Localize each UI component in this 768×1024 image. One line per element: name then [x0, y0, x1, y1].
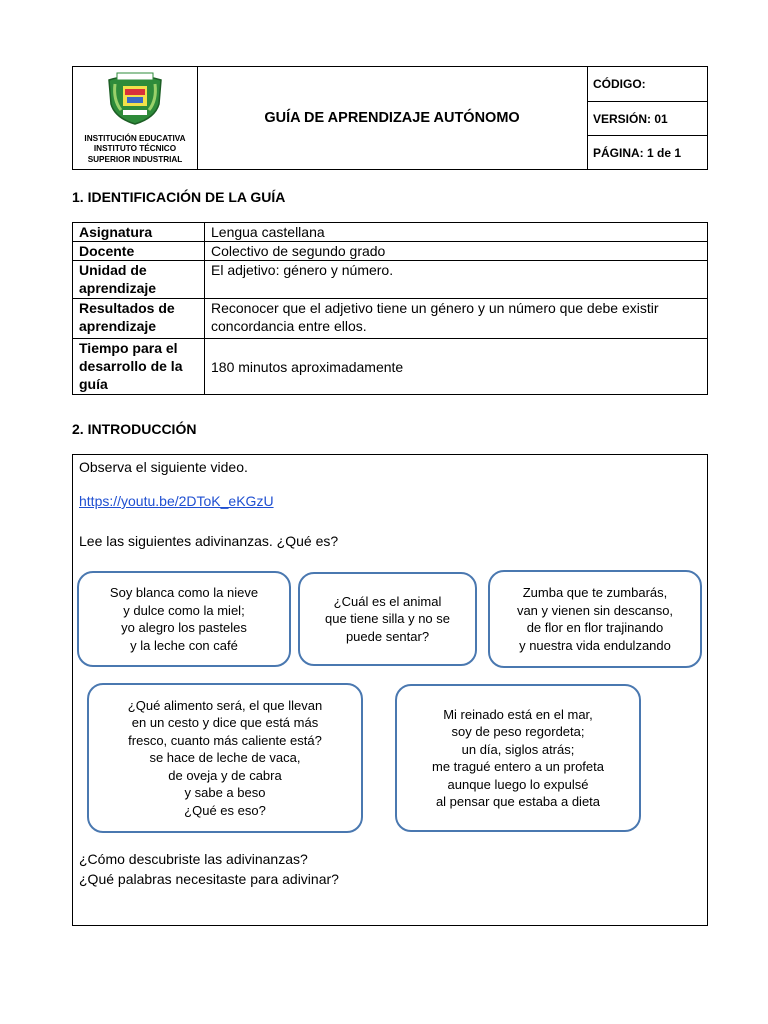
section-2-title: 2. INTRODUCCIÓN — [72, 421, 197, 437]
codigo-label: CÓDIGO: — [593, 77, 646, 91]
table-row — [73, 242, 708, 261]
row-value: Reconocer que el adjetivo tiene un género y un número que debe existir concordancia entre ellos. — [205, 299, 708, 339]
video-instruction: Observa el siguiente video. — [79, 459, 248, 475]
document-header — [72, 66, 708, 170]
table-row — [73, 261, 708, 299]
institution-name: INSTITUCIÓN EDUCATIVA INSTITUTO TÉCNICO SUPERIOR INDUSTRIAL — [84, 133, 186, 164]
table-row — [73, 223, 708, 242]
riddles-instruction: Lee las siguientes adivinanzas. ¿Qué es? — [79, 533, 339, 549]
row-value: 180 minutos aproximadamente — [205, 339, 708, 395]
document-title: GUÍA DE APRENDIZAJE AUTÓNOMO — [197, 67, 588, 169]
riddle-bubble: Soy blanca como la nieve y dulce como la miel; yo alegro los pasteles y la leche con café — [77, 571, 291, 667]
riddle-bubble: ¿Qué alimento será, el que llevan en un cesto y dice que está más fresco, cuanto más caliente está? se hace de leche de vaca, de oveja y de cabra y sabe a beso ¿Qué es eso? — [87, 683, 363, 833]
introduction-box — [72, 454, 708, 926]
video-link[interactable]: https://youtu.be/2DToK_eKGzU — [79, 493, 274, 509]
riddle-bubble: Mi reinado está en el mar, soy de peso regordeta; un día, siglos atrás; me tragué entero a un profeta aunque luego lo expulsé al pensar que estaba a dieta — [395, 684, 641, 832]
version-label: VERSIÓN: 01 — [587, 101, 707, 135]
table-row — [73, 339, 708, 395]
riddle-bubble: ¿Cuál es el animal que tiene silla y no se puede sentar? — [298, 572, 477, 666]
school-shield-icon — [103, 70, 167, 126]
identification-table — [72, 222, 708, 395]
row-value: Lengua castellana — [205, 223, 708, 242]
row-value: Colectivo de segundo grado — [205, 242, 708, 261]
section-1-title: 1. IDENTIFICACIÓN DE LA GUÍA — [72, 189, 286, 205]
document-meta — [587, 67, 707, 169]
question-1: ¿Cómo descubriste las adivinanzas? — [79, 851, 308, 867]
row-value: El adjetivo: género y número. — [205, 261, 708, 299]
question-2: ¿Qué palabras necesitaste para adivinar? — [79, 871, 339, 887]
logo-cell — [73, 67, 198, 169]
row-label: Docente — [73, 242, 205, 261]
row-label: Tiempo para el desarrollo de la guía — [73, 339, 205, 395]
table-row — [73, 299, 708, 339]
row-label: Asignatura — [73, 223, 205, 242]
row-label: Unidad de aprendizaje — [73, 261, 205, 299]
row-label: Resultados de aprendizaje — [73, 299, 205, 339]
pagina-label: PÁGINA: 1 de 1 — [587, 135, 707, 169]
riddle-bubble: Zumba que te zumbarás, van y vienen sin descanso, de flor en flor trajinando y nuestra vida endulzando — [488, 570, 702, 668]
